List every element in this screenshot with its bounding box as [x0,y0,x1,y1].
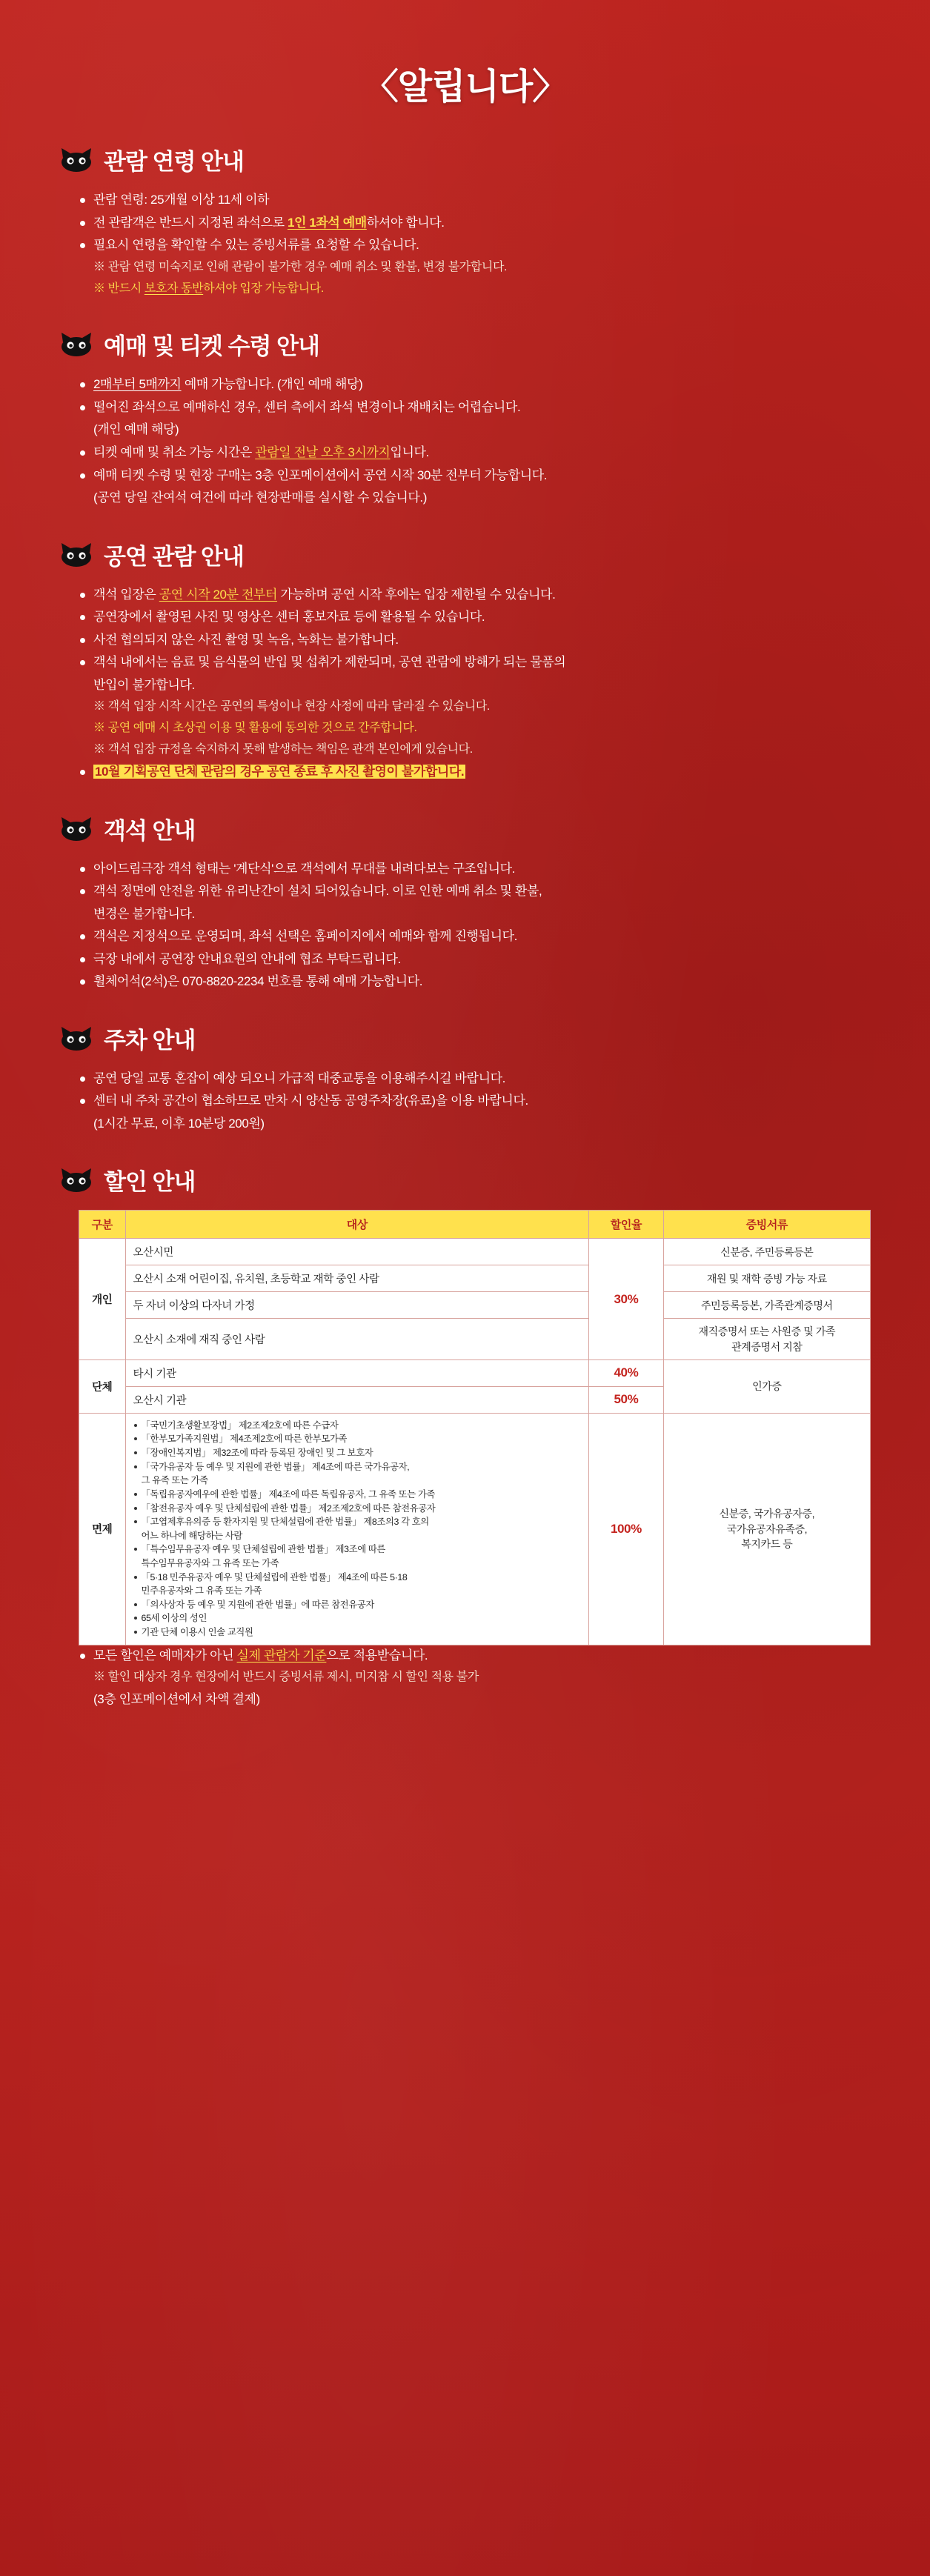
section-header-seats [61,816,886,845]
list-item: 휠체어석(2석)은 070-8820-2234 번호를 통해 예매 가능합니다. [79,971,886,992]
discount-table-body [79,1239,871,1645]
cell-document: 재직증명서 또는 사원증 및 가족 관계증명서 지참 [663,1319,870,1360]
cell-target: 두 자녀 이상의 다자녀 가정 [125,1292,589,1319]
cat-icon [61,332,93,361]
list-item: ※ 공연 예매 시 초상권 이용 및 활용에 동의한 것으로 간주합니다. [93,722,417,735]
cell-document: 재원 및 재학 증빙 가능 자료 [663,1265,870,1292]
cell-target [125,1413,589,1645]
list-item: 모든 할인은 예매자가 아닌 실제 관람자 기준으로 적용받습니다. [79,1645,886,1666]
list-item: 65세 이상의 성인 [133,1611,582,1625]
list-item: 센터 내 주차 공간이 협소하므로 만차 시 양산동 공영주차장(유료)을 이용 바랍니다. [79,1091,886,1111]
cell-document: 신분증, 국가유공자증, 국가유공자유족증, 복지카드 등 [663,1413,870,1645]
cell-target: 오산시 소재에 재직 중인 사람 [125,1319,589,1360]
list-item: 「의사상자 등 예우 및 지원에 관한 법률」에 따른 참전유공자 [133,1598,582,1612]
section-list-parking [44,1068,886,1134]
table-row [79,1319,871,1360]
cell-document: 주민등록등본, 가족관계증명서 [663,1292,870,1319]
list-item: 「참전유공자 예우 및 단체설립에 관한 법률」 제2조제2호에 따른 참전유공자 [133,1502,582,1516]
section-header-viewing [61,542,886,571]
list-item: (3층 인포메이션에서 차액 결제) [93,1692,260,1707]
list-item: 「독립유공자예우에 관한 법률」 제4조에 따른 독립유공자, 그 유족 또는 가족 [133,1488,582,1502]
th-target: 대상 [125,1211,589,1239]
list-item: 「한부모가족지원법」 제4조제2호에 따른 한부모가족 [133,1432,582,1446]
cell-category: 단체 [79,1359,126,1413]
list-item: 「5·18 민주유공자 예우 및 단체설립에 관한 법률」 제4조에 따른 5·18 [133,1571,582,1585]
cat-icon [61,1168,93,1197]
cell-rate: 50% [589,1386,664,1413]
cat-icon [61,542,93,571]
cell-target: 오산시 기관 [125,1386,589,1413]
cell-target: 오산시 소재 어린이집, 유치원, 초등학교 재학 중인 사람 [125,1265,589,1292]
list-item: ※ 관람 연령 미숙지로 인해 관람이 불가한 경우 예매 취소 및 환불, 변경 불가합니다. [93,260,508,273]
list-item: 10월 기획공연 단체 관람의 경우 공연 종료 후 사진 촬영이 불가합니다. [79,762,886,782]
section-header-discount [61,1168,886,1197]
list-item: 관람 연령: 25개월 이상 11세 이하 [79,190,886,210]
section-title-booking: 예매 및 티켓 수령 안내 [104,333,319,360]
section-header-parking [61,1026,886,1055]
list-item: ※ 할인 대상자 경우 현장에서 반드시 증빙서류 제시, 미지참 시 할인 적용 불가 [93,1671,479,1684]
cell-target: 오산시민 [125,1239,589,1265]
cat-icon [61,816,93,845]
list-item: ※ 객석 입장 시작 시간은 공연의 특성이나 현장 사정에 따라 달라질 수 있습니다. [93,700,490,713]
section-age [44,147,886,298]
list-item: 티켓 예매 및 취소 가능 시간은 관람일 전날 오후 3시까지입니다. [79,442,886,463]
list-item: (공연 당일 잔여석 여건에 따라 현장판매를 실시할 수 있습니다.) [93,490,427,505]
list-item: (1시간 무료, 이후 10분당 200원) [93,1116,265,1131]
table-row [79,1292,871,1319]
list-item: 예매 티켓 수령 및 현장 구매는 3층 인포메이션에서 공연 시작 30분 전부터 가능합니다. [79,465,886,486]
list-item: 공연장에서 촬영된 사진 및 영상은 센터 홍보자료 등에 활용될 수 있습니다. [79,607,886,628]
table-row [79,1265,871,1292]
section-title-parking: 주차 안내 [104,1027,196,1054]
table-row [79,1413,871,1645]
discount-footer-notes [44,1645,886,1710]
list-item: 어느 하나에 해당하는 사람 [141,1530,242,1541]
section-header-age [61,147,886,176]
list-item: 그 유족 또는 가족 [141,1475,208,1486]
table-header-row [79,1211,871,1239]
list-item: ※ 반드시 보호자 동반하셔야 입장 가능합니다. [93,282,324,295]
list-item: 극장 내에서 공연장 안내요원의 안내에 협조 부탁드립니다. [79,949,886,970]
cell-rate: 100% [589,1413,664,1645]
section-title-seats: 객석 안내 [104,817,196,844]
discount-table-head [79,1211,871,1239]
list-item: 객석 입장은 공연 시작 20분 전부터 가능하며 공연 시작 후에는 입장 제한될 수 있습니다. [79,585,886,605]
section-discount [44,1168,886,1709]
list-item: 객석은 지정석으로 운영되며, 좌석 선택은 홈페이지에서 예매와 함께 진행됩니다. [79,926,886,947]
table-row [79,1239,871,1265]
list-item: 객석 내에서는 음료 및 음식물의 반입 및 섭취가 제한되며, 공연 관람에 방해가 되는 물품의 [79,652,886,673]
th-rate: 할인율 [589,1211,664,1239]
list-item: 「국가유공자 등 예우 및 지원에 관한 법률」 제4조에 따른 국가유공자, [133,1460,582,1474]
cell-document: 인가증 [663,1359,870,1413]
cell-category: 개인 [79,1239,126,1360]
section-title-viewing: 공연 관람 안내 [104,543,244,570]
section-parking [44,1026,886,1134]
th-category: 구분 [79,1211,126,1239]
cell-rate: 40% [589,1359,664,1386]
section-booking [44,332,886,507]
list-item: 떨어진 좌석으로 예매하신 경우, 센터 측에서 좌석 변경이나 재배치는 어렵습니다. [79,397,886,418]
list-item: 객석 정면에 안전을 위한 유리난간이 설치 되어있습니다. 이로 인한 예매 취소 및 환불, [79,881,886,902]
cat-icon [61,1026,93,1055]
section-list-age [44,190,886,298]
sections-container [44,147,886,1134]
list-item: 특수임무유공자와 그 유족 또는 가족 [141,1557,279,1568]
list-item: 기관 단체 이용시 인솔 교직원 [133,1625,582,1640]
section-list-booking [44,374,886,507]
list-item: 「국민기초생활보장법」 제2조제2호에 따른 수급자 [133,1419,582,1433]
list-item: 공연 당일 교통 혼잡이 예상 되오니 가급적 대중교통을 이용해주시길 바랍니다. [79,1068,886,1089]
section-header-booking [61,332,886,361]
page-title: 〈알립니다〉 [362,67,568,107]
list-item: 전 관람객은 반드시 지정된 좌석으로 1인 1좌석 예매하셔야 합니다. [79,213,886,233]
section-title-discount: 할인 안내 [104,1169,196,1196]
list-item: 2매부터 5매까지 예매 가능합니다. (개인 예매 해당) [79,374,886,395]
list-item: 아이드림극장 객석 형태는 '계단식'으로 객석에서 무대를 내려다보는 구조입니다. [79,859,886,879]
list-item: 「고엽제후유의증 등 환자지원 및 단체설립에 관한 법률」 제8조의3 각 호의 [133,1515,582,1529]
section-title-age: 관람 연령 안내 [104,149,244,175]
cell-rate: 30% [589,1239,664,1360]
discount-table [79,1210,871,1645]
list-item: 사전 협의되지 않은 사진 촬영 및 녹음, 녹화는 불가합니다. [79,630,886,650]
list-item: 반입이 불가합니다. [93,677,195,692]
list-item: 필요시 연령을 확인할 수 있는 증빙서류를 요청할 수 있습니다. [79,235,886,256]
section-viewing [44,542,886,782]
cell-document: 신분증, 주민등록등본 [663,1239,870,1265]
list-item: 변경은 불가합니다. [93,906,195,921]
discount-table-wrap [44,1210,886,1645]
cat-icon [61,147,93,176]
table-row [79,1359,871,1386]
list-item: 「장애인복지법」 제32조에 따라 등록된 장애인 및 그 보호자 [133,1446,582,1460]
list-item: (개인 예매 해당) [93,422,179,437]
section-list-seats [44,859,886,992]
list-item: 「특수임무유공자 예우 및 단체설립에 관한 법률」 제3조에 따른 [133,1542,582,1557]
list-item: ※ 객석 입장 규정을 숙지하지 못해 발생하는 책임은 관객 본인에게 있습니다. [93,743,473,756]
cell-target: 타시 기관 [125,1359,589,1386]
section-list-viewing [44,585,886,782]
cell-category: 면제 [79,1413,126,1645]
section-seats [44,816,886,992]
list-item: 민주유공자와 그 유족 또는 가족 [141,1585,262,1597]
th-document: 증빙서류 [663,1211,870,1239]
